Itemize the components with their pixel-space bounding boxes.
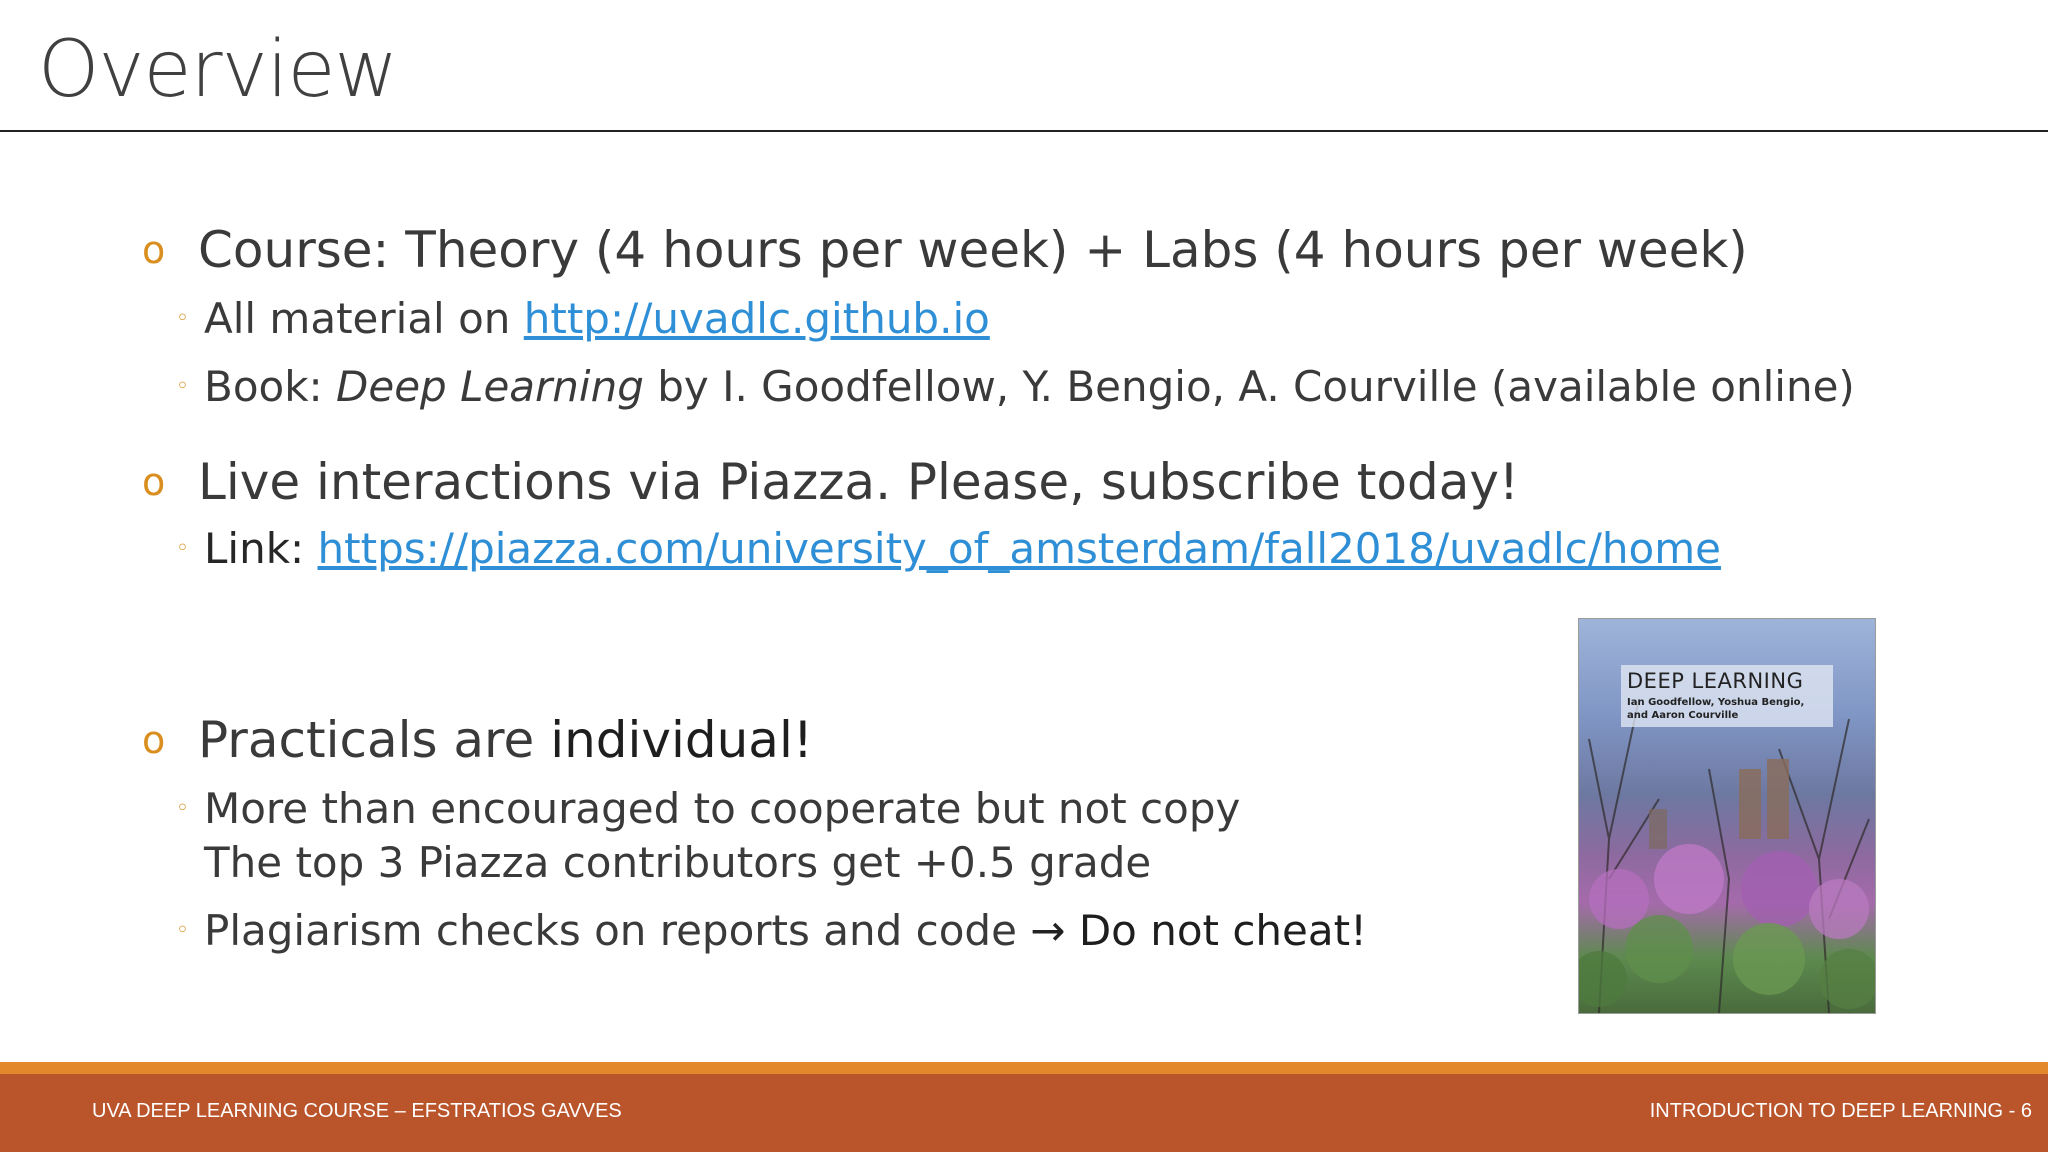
sub-bullet-mark: ◦ [176, 374, 189, 399]
arrow-right-icon: → [1030, 906, 1066, 955]
sub-bullet-mark: ◦ [176, 796, 189, 821]
sub-bullet-book [176, 360, 1855, 415]
bullet-mark: o [142, 228, 166, 272]
footer-slide-info: INTRODUCTION TO DEEP LEARNING - 6 [1649, 1100, 2032, 1122]
material-prefix: All material on [204, 294, 524, 343]
sub-bullet-plagiarism [176, 904, 1367, 959]
bullet-piazza-text: Live interactions via Piazza. Please, subscribe today! [198, 453, 1519, 511]
book-prefix: Book: [204, 362, 337, 411]
title-divider [0, 130, 2048, 132]
book-cover-title: DEEP LEARNING [1627, 669, 1804, 693]
footer-course-name: UVA DEEP LEARNING COURSE – EFSTRATIOS GAVVES [92, 1100, 622, 1122]
sub-bullet-mark: ◦ [176, 306, 189, 331]
book-title-text: Deep Learning [336, 362, 644, 411]
bullet-course [142, 220, 1748, 280]
sub-bullet-material [176, 292, 990, 347]
book-cover-authors [1627, 697, 1804, 722]
link-label: Link: [204, 524, 318, 573]
cooperate-text: More than encouraged to cooperate but not copy [204, 784, 1241, 833]
sub-bullet-mark: ◦ [176, 536, 189, 561]
practicals-prefix: Practicals are [198, 711, 551, 769]
bullet-mark: o [142, 718, 166, 762]
footer-accent-strip [0, 1062, 2048, 1074]
piazza-link[interactable]: https://piazza.com/university_of_amsterdam/fall2018/uvadlc/home [317, 524, 1721, 573]
book-authors-line2: and Aaron Courville [1627, 709, 1739, 721]
do-not-cheat: Do not cheat! [1065, 906, 1367, 955]
slide-title: Overview [38, 25, 398, 115]
sub-bullet-piazza-link [176, 522, 1721, 577]
material-link[interactable]: http://uvadlc.github.io [523, 294, 990, 343]
footer-bar [0, 1074, 2048, 1152]
bullet-practicals [142, 710, 813, 770]
plagiarism-text: Plagiarism checks on reports and code [204, 906, 1031, 955]
bullet-piazza [142, 452, 1519, 512]
book-suffix: by I. Goodfellow, Y. Bengio, A. Courville (available online) [643, 362, 1855, 411]
practicals-emphasis: individual! [550, 711, 813, 769]
sub-bullet-cooperate [176, 782, 1240, 837]
book-authors-line1: Ian Goodfellow, Yoshua Bengio, [1627, 697, 1805, 708]
bullet-course-text: Course: Theory (4 hours per week) + Labs (4 hours per week) [198, 221, 1748, 279]
sub-bullet-mark: ◦ [176, 918, 189, 943]
book-cover-image [1578, 618, 1876, 1014]
bullet-mark: o [142, 460, 166, 504]
contributors-text: The top 3 Piazza contributors get +0.5 grade [204, 838, 1152, 887]
